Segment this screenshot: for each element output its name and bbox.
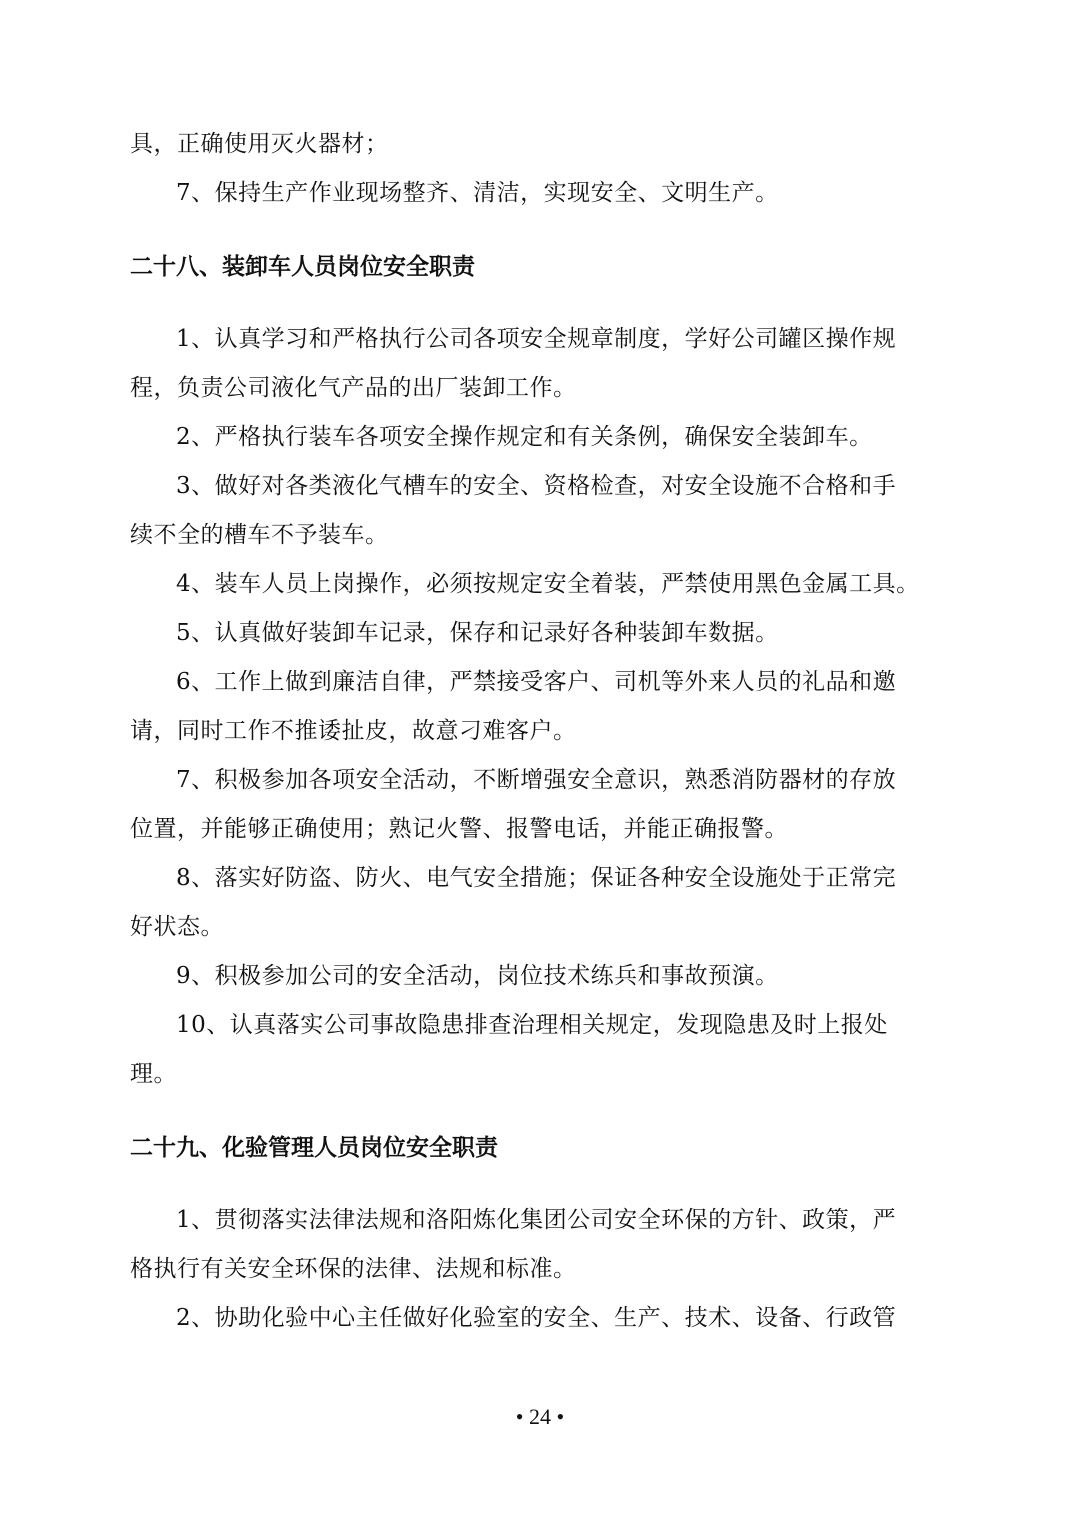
text-line: 好状态。: [130, 914, 224, 940]
text-line: 程，负责公司液化气产品的出厂装卸工作。: [130, 375, 577, 401]
text-line: 理。: [130, 1061, 177, 1087]
text-line: 格执行有关安全环保的法律、法规和标准。: [130, 1256, 577, 1282]
text-line: 10、认真落实公司事故隐患排查治理相关规定，发现隐患及时上报处: [176, 1012, 888, 1038]
text-line: 1、贯彻落实法律法规和洛阳炼化集团公司安全环保的方针、政策，严: [176, 1207, 897, 1233]
text-line: 具，正确使用灭火器材；: [130, 131, 389, 157]
text-line: 2、严格执行装车各项安全操作规定和有关条例，确保安全装卸车。: [176, 424, 873, 450]
section-heading: 二十八、装卸车人员岗位安全职责: [130, 254, 475, 280]
text-line: 7、积极参加各项安全活动，不断增强安全意识，熟悉消防器材的存放: [176, 767, 897, 793]
text-line: 3、做好对各类液化气槽车的安全、资格检查，对安全设施不合格和手: [176, 473, 897, 499]
text-line: 请，同时工作不推诿扯皮，故意刁难客户。: [130, 718, 577, 744]
text-line: 续不全的槽车不予装车。: [130, 522, 389, 548]
text-line: 位置，并能够正确使用；熟记火警、报警电话，并能正确报警。: [130, 816, 788, 842]
document-body: [130, 120, 952, 1343]
text-line: 1、认真学习和严格执行公司各项安全规章制度，学好公司罐区操作规: [176, 326, 897, 352]
text-line: 6、工作上做到廉洁自律，严禁接受客户、司机等外来人员的礼品和邀: [176, 669, 897, 695]
text-line: 4、装车人员上岗操作，必须按规定安全着装，严禁使用黑色金属工具。: [176, 571, 920, 597]
text-line: 8、落实好防盗、防火、电气安全措施；保证各种安全设施处于正常完: [176, 865, 897, 891]
text-line: 9、积极参加公司的安全活动，岗位技术练兵和事故预演。: [176, 963, 779, 989]
text-line: 5、认真做好装卸车记录，保存和记录好各种装卸车数据。: [176, 620, 779, 646]
text-line: 2、协助化验中心主任做好化验室的安全、生产、技术、设备、行政管: [176, 1305, 897, 1331]
section-heading: 二十九、化验管理人员岗位安全职责: [130, 1135, 498, 1161]
page-number: • 24 •: [515, 1404, 565, 1429]
text-line: 7、保持生产作业现场整齐、清洁，实现安全、文明生产。: [176, 180, 779, 206]
